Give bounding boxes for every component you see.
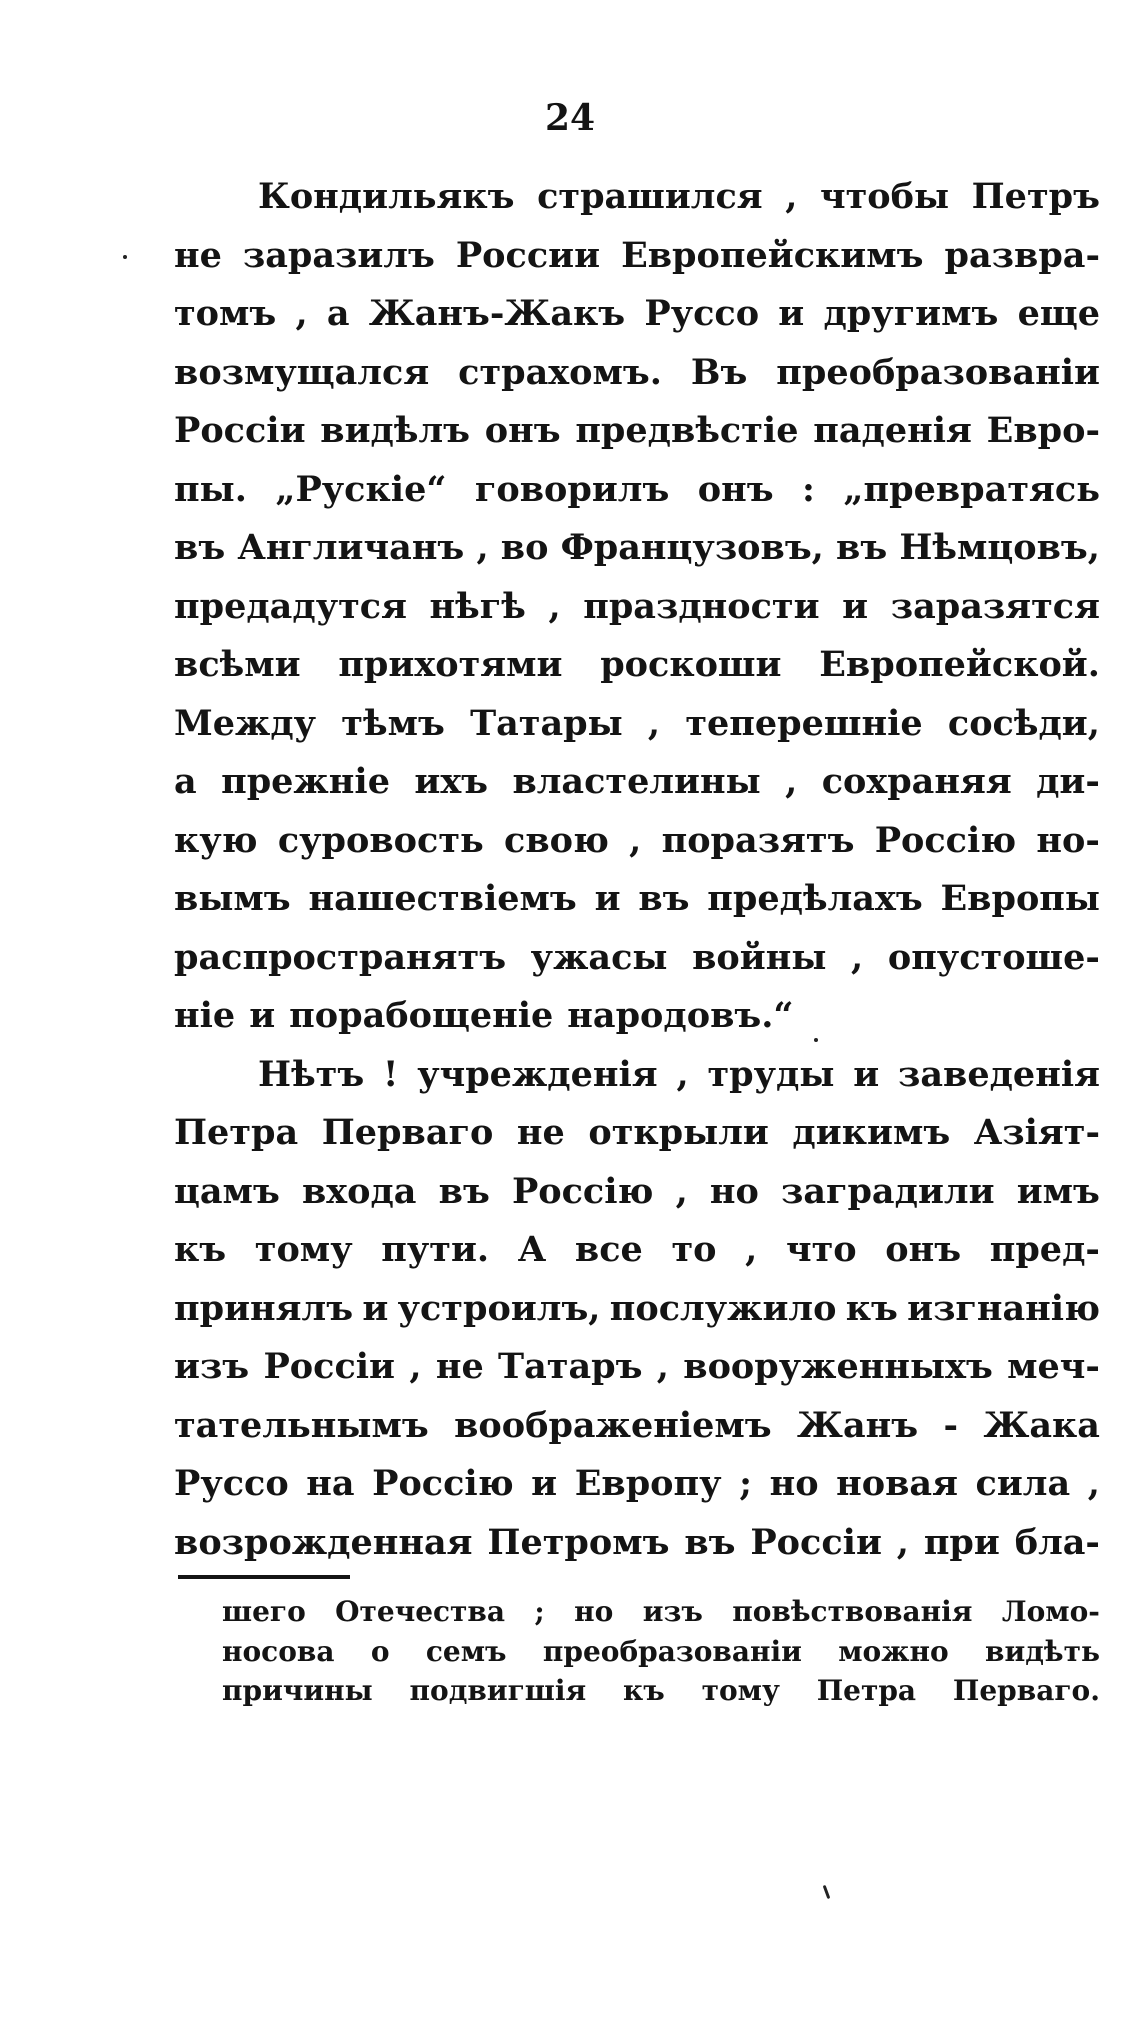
footnote-divider: [178, 1575, 350, 1579]
text-line: вымъ нашествіемъ и въ предѣлахъ Европы: [174, 878, 1100, 919]
footnote-line: причины подвигшія къ тому Петра Перваго.: [222, 1674, 1100, 1707]
ink-speck: [823, 1885, 831, 1899]
text-line: Петра Перваго не открыли дикимъ Азіят-: [174, 1112, 1100, 1153]
text-line: всѣми прихотями роскоши Европейской.: [174, 644, 1100, 685]
text-line: не заразилъ России Европейскимъ развра-: [174, 234, 1100, 276]
text-line: пы. „Рускіе“ говорилъ онъ : „превратясь: [174, 468, 1100, 510]
text-line: Россіи видѣлъ онъ предвѣстіе паденія Евро-: [174, 410, 1100, 451]
ink-speck: [123, 255, 127, 259]
footnote-line: носова о семъ преобразованіи можно видѣть: [222, 1634, 1100, 1668]
text-line: распространятъ ужасы войны , опустоше-: [174, 936, 1100, 978]
main-text: [174, 168, 1100, 1572]
text-line: возрожденная Петромъ въ Россіи , при бла-: [174, 1521, 1100, 1563]
text-line: возмущался страхомъ. Въ преобразованіи: [174, 351, 1100, 393]
footnote-line: шего Отечества ; но изъ повѣствованія Ломо-: [222, 1595, 1100, 1628]
text-line: ніе и порабощеніе народовъ.“: [174, 995, 794, 1036]
ink-speck: [814, 1038, 818, 1042]
text-line: предадутся нѣгѣ , праздности и заразятся: [174, 585, 1100, 627]
text-line: изъ Россіи , не Татаръ , вооруженныхъ меч-: [174, 1346, 1100, 1387]
text-line: кую суровость свою , поразятъ Россію но-: [174, 819, 1100, 861]
text-line: Руссо на Россію и Европу ; но новая сила ,: [174, 1463, 1100, 1504]
text-line: тательнымъ воображеніемъ Жанъ - Жака: [174, 1404, 1100, 1446]
text-line: а прежніе ихъ властелины , сохраняя ди-: [174, 761, 1100, 802]
page-number: 24: [544, 97, 596, 139]
footnote-text: [222, 1592, 1100, 1711]
text-line: томъ , а Жанъ-Жакъ Руссо и другимъ еще: [174, 293, 1100, 334]
text-line: Между тѣмъ Татары , теперешніе сосѣди,: [174, 702, 1100, 744]
text-line: принялъ и устроилъ, послужило къ изгнанію: [174, 1287, 1100, 1329]
text-line: цамъ входа въ Россію , но заградили имъ: [174, 1170, 1100, 1212]
text-line: Кондильякъ страшился , чтобы Петръ: [258, 176, 1100, 217]
text-line: Нѣтъ ! учрежденія , труды и заведенія: [258, 1053, 1100, 1095]
text-line: въ Англичанъ , во Французовъ, въ Нѣмцовъ,: [174, 527, 1100, 568]
text-line: къ тому пути. А все то , что онъ пред-: [174, 1229, 1100, 1270]
